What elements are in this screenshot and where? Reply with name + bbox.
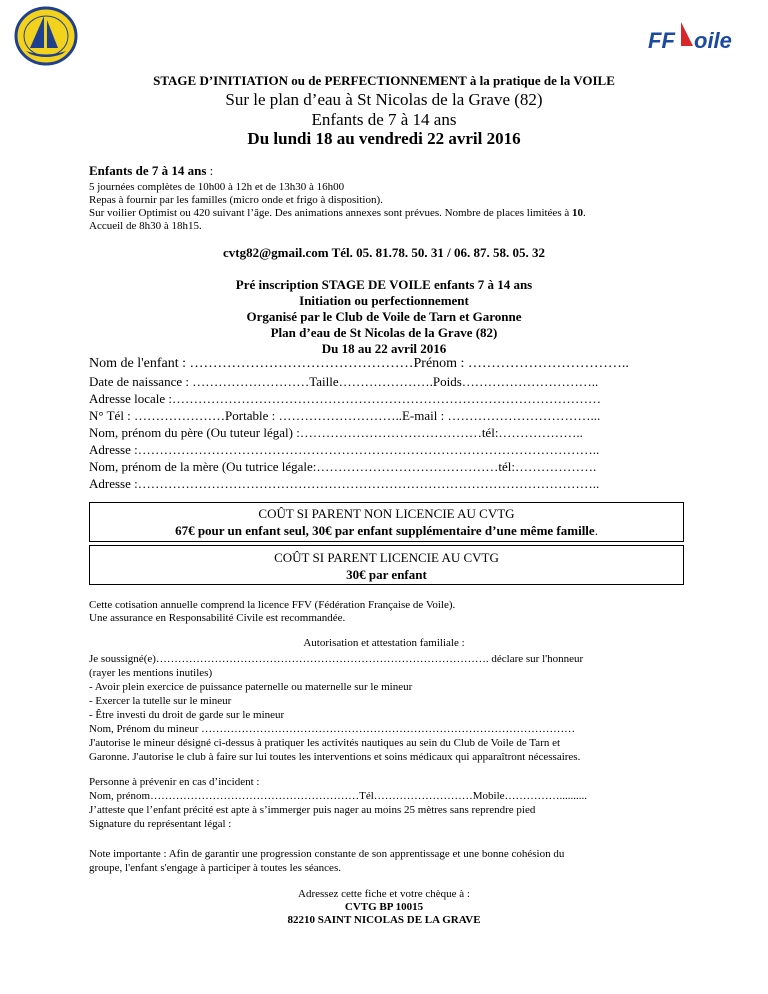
autorisation-line: J'autorise le mineur désigné ci-dessus à pratiquer les activités nautiques au sein du Club de Voile de Tarn et <box>89 737 561 749</box>
price-member-title: COÛT SI PARENT LICENCIE AU CVTG <box>274 550 499 565</box>
autorisation-line: Garonne. J'autorise le club à faire sur lui toutes les interventions et soins médicaux qui apparaîtront nécessaires. <box>89 751 581 763</box>
price-non-member-detail <box>90 523 683 539</box>
preinscription-line: Du 18 au 22 avril 2016 <box>321 341 447 356</box>
info-line: Sur voilier Optimist ou 420 suivant l’âge. Des animations annexes sont prévues. Nombre de places limitées à <box>89 207 572 219</box>
ffvoile-oile: oile <box>694 28 732 53</box>
note-line: Note importante : Afin de garantir une progression constante de son apprentissage et une bonne cohésion du <box>89 848 565 860</box>
info-line: 5 journées complètes de 10h00 à 12h et de 13h30 à 16h00 <box>89 181 345 193</box>
incident-line: Signature du représentant légal : <box>89 818 232 830</box>
info-line: Accueil de 8h30 à 18h15. <box>89 220 202 232</box>
autorisation-line: - Exercer la tutelle sur le mineur <box>89 695 232 707</box>
info-heading <box>89 163 213 179</box>
preinscription-line: Organisé par le Club de Voile de Tarn et Garonne <box>246 309 522 324</box>
location-line: Sur le plan d’eau à St Nicolas de la Grave (82) <box>225 90 543 109</box>
autorisation-line[interactable]: Je soussigné(e)………………………………………………………………………………. déclare sur l'honneur <box>89 653 584 665</box>
address-line: 82210 SAINT NICOLAS DE LA GRAVE <box>287 914 481 926</box>
form-field-address-father[interactable]: Adresse :…………………………………………………………………………………………….. <box>89 442 600 457</box>
places-end: . <box>582 207 586 219</box>
form-field-child-name[interactable]: Nom de l'enfant : …………………………………………Prénom : …………………………….. <box>89 356 629 371</box>
stage-title: STAGE D’INITIATION ou de PERFECTIONNEMENT à la pratique de la VOILE <box>153 73 615 88</box>
preinscription-line: Initiation ou perfectionnement <box>299 293 469 308</box>
ffvoile-logo <box>648 24 748 60</box>
autorisation-line: (rayer les mentions inutiles) <box>89 667 213 679</box>
form-field-phone[interactable]: N° Tél : …………………Portable : ………………………..E-mail : ……………………………... <box>89 408 601 423</box>
autorisation-line[interactable]: Nom, Prénom du mineur ………………………………………………………………………………………… <box>89 723 576 735</box>
incident-line: J’atteste que l’enfant précité est apte à s’immerger puis nager au moins 25 mètres sans reprendre pied <box>89 804 536 816</box>
cotisation-line: Une assurance en Responsabilité Civile est recommandée. <box>89 612 346 624</box>
note-line: groupe, l'enfant s'engage à participer à toutes les séances. <box>89 862 341 874</box>
preinscription-title: Pré inscription STAGE DE VOILE enfants 7 à 14 ans <box>235 277 533 292</box>
autorisation-line: - Être investi du droit de garde sur le mineur <box>89 709 285 721</box>
places-count: 10 <box>571 207 583 219</box>
form-field-birth[interactable]: Date de naissance : ………………………Taille………………….Poids………………………….. <box>89 374 599 389</box>
dates-line: Du lundi 18 au vendredi 22 avril 2016 <box>247 129 521 148</box>
address-intro: Adressez cette fiche et votre chèque à : <box>298 888 470 900</box>
form-field-address-local[interactable]: Adresse locale :……………………………………………………………………………………… <box>89 391 602 406</box>
address-line: CVTG BP 10015 <box>344 901 424 913</box>
autorisation-title: Autorisation et attestation familiale : <box>303 637 465 649</box>
price-non-member-amount: 67€ pour un enfant seul, 30€ par enfant supplémentaire d’une même famille <box>175 523 595 538</box>
form-field-father[interactable]: Nom, prénom du père (Ou tuteur légal) :……………………………………tél:……………….. <box>89 425 583 440</box>
form-field-mother[interactable]: Nom, prénom de la mère (Ou tutrice légale:……………………………………tél:………………. <box>89 459 597 474</box>
info-heading-colon: : <box>206 163 214 178</box>
contact-line: cvtg82@gmail.com Tél. 05. 81.78. 50. 31 / 06. 87. 58. 05. 32 <box>222 245 546 260</box>
incident-line: Personne à prévenir en cas d’incident : <box>89 776 260 788</box>
price-box-non-member <box>89 502 684 542</box>
price-member-detail: 30€ par enfant <box>346 567 427 582</box>
autorisation-line: - Avoir plein exercice de puissance paternelle ou maternelle sur le mineur <box>89 681 413 693</box>
price-non-member-title: COÛT SI PARENT NON LICENCIE AU CVTG <box>258 506 515 521</box>
info-line-places <box>89 207 586 219</box>
info-heading-text: Enfants de 7 à 14 ans <box>89 163 207 178</box>
ages-line: Enfants de 7 à 14 ans <box>311 110 457 129</box>
price-box-member <box>89 545 684 585</box>
form-field-address-mother[interactable]: Adresse :…………………………………………………………………………………………….. <box>89 476 600 491</box>
info-line: Repas à fournir par les familles (micro onde et frigo à disposition). <box>89 194 383 206</box>
ffvoile-ff: FF <box>648 28 675 53</box>
cotisation-line: Cette cotisation annuelle comprend la licence FFV (Fédération Française de Voile). <box>89 599 456 611</box>
incident-line[interactable]: Nom, prénom…………………………………………………Tél………………………Mobile…………….......... <box>89 790 588 802</box>
club-logo <box>14 6 78 66</box>
preinscription-line: Plan d’eau de St Nicolas de la Grave (82) <box>270 325 498 340</box>
price-non-member-end: . <box>594 523 598 538</box>
